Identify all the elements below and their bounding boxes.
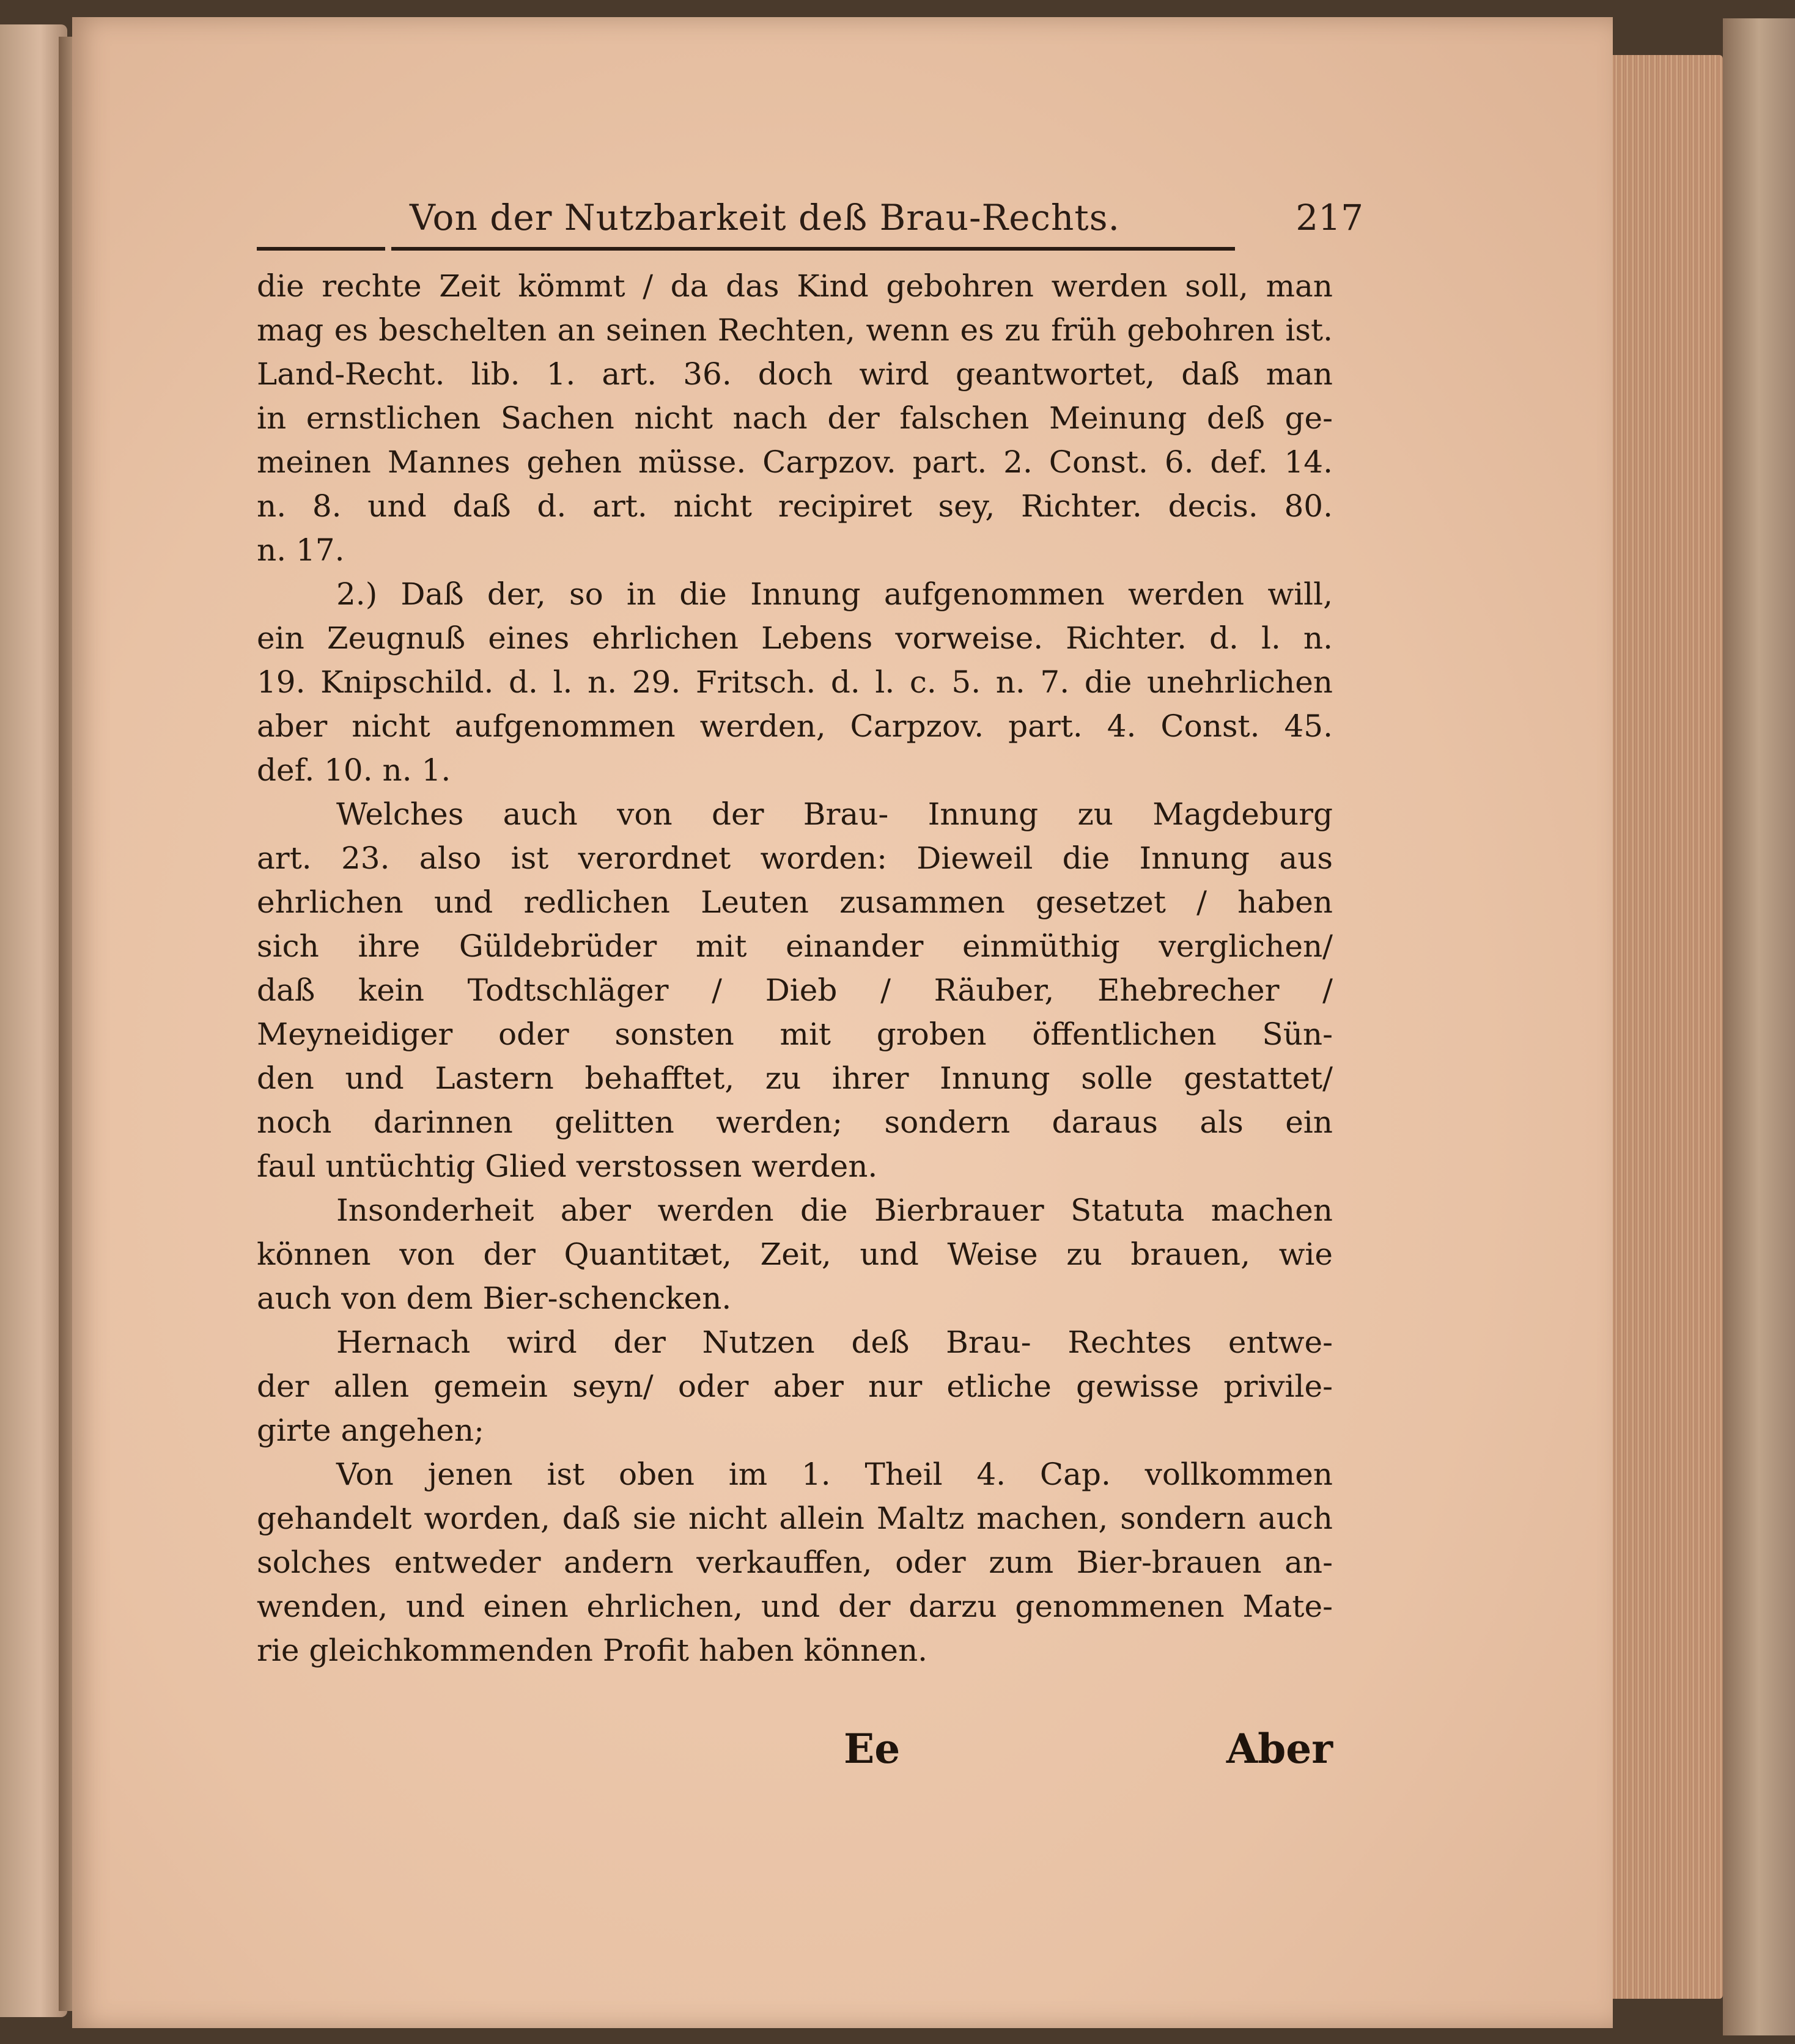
text-line: solches entweder andern verkauffen, oder zum Bier-brauen an- xyxy=(257,1545,1333,1580)
text-line: Meyneidiger oder sonsten mit groben öffentlichen Sün- xyxy=(257,1016,1333,1052)
text-line: girte angehen; xyxy=(257,1413,484,1448)
text-line: n. 17. xyxy=(257,532,345,568)
text-line: ehrlichen und redlichen Leuten zusammen gesetzet / haben xyxy=(257,884,1333,920)
page-number: 217 xyxy=(1296,197,1363,238)
text-line: def. 10. n. 1. xyxy=(257,752,451,788)
book-cover-edge xyxy=(1723,18,1795,2035)
text-line: noch darinnen gelitten werden; sondern daraus als ein xyxy=(257,1105,1333,1140)
text-line: wenden, und einen ehrlichen, und der darzu genommenen Mate- xyxy=(257,1589,1333,1624)
text-line: der allen gemein seyn/ oder aber nur etliche gewisse privile- xyxy=(257,1369,1333,1404)
page-footer xyxy=(844,1725,1333,1780)
text-line: n. 8. und daß d. art. nicht recipiret sey, Richter. decis. 80. xyxy=(257,488,1333,524)
text-line: meinen Mannes gehen müsse. Carpzov. part. 2. Const. 6. def. 14. xyxy=(257,444,1333,480)
text-line: sich ihre Güldebrüder mit einander einmüthig verglichen/ xyxy=(257,928,1333,964)
text-line: mag es beschelten an seinen Rechten, wenn es zu früh gebohren ist. xyxy=(257,312,1333,348)
body-text xyxy=(257,264,1333,1672)
text-line: ein Zeugnuß eines ehrlichen Lebens vorweise. Richter. d. l. n. xyxy=(257,620,1333,656)
text-line: 2.) Daß der, so in die Innung aufgenommen werden will, xyxy=(336,576,1333,612)
running-title: Von der Nutzbarkeit deß Brau-Rechts. xyxy=(410,197,1120,238)
left-page-edge xyxy=(0,24,67,2017)
page-header xyxy=(410,197,1363,246)
catchword: Aber xyxy=(1226,1725,1333,1773)
text-line: auch von dem Bier-schencken. xyxy=(257,1281,732,1316)
text-line: die rechte Zeit kömmt / da das Kind gebohren werden soll, man xyxy=(257,268,1333,304)
text-line: können von der Quantitæt, Zeit, und Weise zu brauen, wie xyxy=(257,1237,1333,1272)
header-rule-long xyxy=(391,247,1235,251)
text-line: Insonderheit aber werden die Bierbrauer Statuta machen xyxy=(336,1193,1333,1228)
page-edges xyxy=(1613,55,1723,1999)
text-line: art. 23. also ist verordnet worden: Dieweil die Innung aus xyxy=(257,840,1333,876)
text-line: Hernach wird der Nutzen deß Brau- Rechtes entwe- xyxy=(336,1325,1333,1360)
text-line: aber nicht aufgenommen werden, Carpzov. part. 4. Const. 45. xyxy=(257,708,1333,744)
text-line: daß kein Todtschläger / Dieb / Räuber, Ehebrecher / xyxy=(257,972,1333,1008)
text-line: 19. Knipschild. d. l. n. 29. Fritsch. d. l. c. 5. n. 7. die unehrlichen xyxy=(257,664,1333,700)
text-line: gehandelt worden, daß sie nicht allein Maltz machen, sondern auch xyxy=(257,1501,1333,1536)
signature-mark: Ee xyxy=(844,1725,901,1773)
text-line: faul untüchtig Glied verstossen werden. xyxy=(257,1149,878,1184)
text-line: in ernstlichen Sachen nicht nach der falschen Meinung deß ge- xyxy=(257,400,1333,436)
header-rule-short xyxy=(257,247,385,251)
text-line: den und Lastern behafftet, zu ihrer Innung solle gestattet/ xyxy=(257,1061,1333,1096)
text-line: Welches auch von der Brau- Innung zu Magdeburg xyxy=(336,796,1333,832)
text-line: Von jenen ist oben im 1. Theil 4. Cap. vollkommen xyxy=(336,1457,1333,1492)
text-line: rie gleichkommenden Profit haben können. xyxy=(257,1633,928,1668)
text-line: Land-Recht. lib. 1. art. 36. doch wird geantwortet, daß man xyxy=(257,356,1333,392)
